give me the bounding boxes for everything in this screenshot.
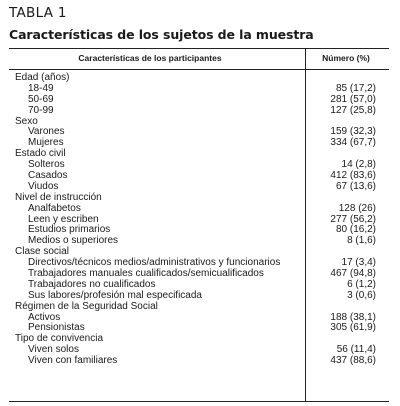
section-label: Nivel de instrucción [15,191,102,203]
table-row [0,356,400,367]
row-label: Viudos [28,180,59,192]
row-value: 159 (32,3) [330,126,376,138]
row-label: Viven solos [28,344,79,356]
row-label: Medios o superiores [28,235,119,247]
table-body [0,73,400,367]
row-value: 334 (67,7) [330,137,376,149]
row-label: Activos [28,311,61,323]
row-value: 17 (3,4) [341,257,376,269]
row-label: 18-49 [28,82,54,94]
row-label: Pensionistas [28,322,85,334]
row-value: 127 (25,8) [330,104,376,116]
row-label: Viven con familiares [28,355,118,367]
table-row [0,204,400,215]
section-label: Sexo [15,115,38,127]
column-header-number: Número (%) [322,53,370,63]
row-label: Leen y escriben [28,213,99,225]
section-label: Régimen de la Seguridad Social [15,300,158,312]
table-section-row [0,302,400,313]
row-value: 3 (0,6) [347,289,376,301]
row-value: 437 (88,6) [330,355,376,367]
row-value: 80 (16,2) [335,224,376,236]
row-value: 412 (83,6) [330,170,376,182]
header-rule [9,69,389,70]
section-label: Tipo de convivencia [15,333,104,345]
row-value: 281 (57,0) [330,93,376,105]
row-value: 67 (13,6) [335,180,376,192]
row-label: Mujeres [28,137,64,149]
row-value: 188 (38,1) [330,311,376,323]
row-label: Varones [28,126,65,138]
row-label: 70-99 [28,104,54,116]
row-label: 50-69 [28,93,54,105]
table-top-rule [9,48,389,49]
row-value: 14 (2,8) [341,159,376,171]
section-label: Estado civil [15,148,66,160]
row-value: 85 (17,2) [335,82,376,94]
section-label: Clase social [15,246,69,258]
row-label: Directivos/técnicos medios/administrativos y funcionarios [28,257,281,269]
row-value: 128 (26) [338,202,376,214]
table-row [0,106,400,117]
row-label: Casados [28,170,68,182]
row-label: Trabajadores no cualificados [28,278,156,290]
row-value: 467 (94,8) [330,268,376,280]
section-label: Edad (años) [15,72,70,83]
row-value: 56 (11,4) [336,344,376,356]
column-header-characteristics: Características de los participantes [78,53,222,63]
row-label: Estudios primarios [28,224,111,236]
table-bottom-rule [9,401,389,402]
row-value: 277 (56,2) [330,213,376,225]
row-label: Analfabetos [28,202,81,214]
table-label: TABLA 1 [9,5,67,21]
row-value: 8 (1,6) [347,235,376,247]
row-label: Sus labores/profesión mal especificada [28,289,202,301]
table-title: Características de los sujetos de la muestra [9,27,314,42]
row-value: 305 (61,9) [330,322,376,334]
row-label: Solteros [28,159,65,171]
row-label: Trabajadores manuales cualificados/semicualificados [28,268,264,280]
row-value: 6 (1,2) [347,278,376,290]
